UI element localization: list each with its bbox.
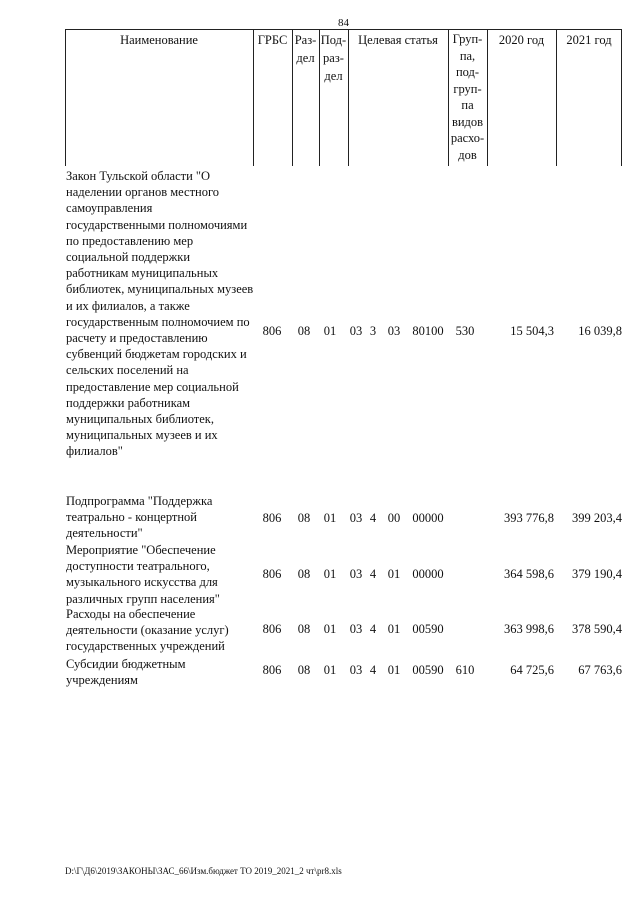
header-podrazdel: Под- раз- дел bbox=[320, 33, 347, 83]
column-divider bbox=[253, 29, 254, 166]
row-podrazdel: 01 bbox=[323, 622, 337, 636]
row-razdel: 08 bbox=[297, 511, 311, 525]
row-target-event: 01 bbox=[387, 567, 401, 581]
header-name: Наименование bbox=[120, 33, 198, 47]
row-target-subprogram: 4 bbox=[369, 663, 377, 677]
row-target-program: 03 bbox=[349, 567, 363, 581]
header-razdel: Раз- дел bbox=[294, 33, 317, 65]
row-target-program: 03 bbox=[349, 622, 363, 636]
header-group: Груп- па, под- груп- па видов расхо- дов bbox=[450, 32, 485, 162]
header-2021: 2021 год bbox=[566, 33, 612, 47]
row-target-direction: 00590 bbox=[412, 663, 444, 677]
row-2021-amount: 399 203,4 bbox=[572, 511, 622, 525]
header-grbs: ГРБС bbox=[257, 33, 288, 47]
row-name: Подпрограмма "Поддержка театрально - концертной деятельности" bbox=[66, 494, 213, 541]
row-2021-amount: 379 190,4 bbox=[572, 567, 622, 581]
row-grbs: 806 bbox=[262, 324, 282, 338]
row-2021-amount: 378 590,4 bbox=[572, 622, 622, 636]
header-target: Целевая статья bbox=[358, 33, 438, 47]
row-podrazdel: 01 bbox=[323, 511, 337, 525]
row-target-event: 00 bbox=[387, 511, 401, 525]
row-podrazdel: 01 bbox=[323, 324, 337, 338]
column-divider bbox=[348, 29, 349, 166]
row-podrazdel: 01 bbox=[323, 567, 337, 581]
row-target-event: 01 bbox=[387, 663, 401, 677]
row-target-direction: 00000 bbox=[412, 567, 444, 581]
row-name: Субсидии бюджетным учреждениям bbox=[66, 657, 186, 688]
row-grbs: 806 bbox=[262, 663, 282, 677]
row-grbs: 806 bbox=[262, 622, 282, 636]
page-number: 84 bbox=[338, 17, 349, 29]
row-2021-amount: 16 039,8 bbox=[578, 324, 622, 338]
column-divider bbox=[487, 29, 488, 166]
header-2020: 2020 год bbox=[498, 33, 545, 47]
row-target-direction: 80100 bbox=[412, 324, 444, 338]
row-target-program: 03 bbox=[349, 511, 363, 525]
row-2020-amount: 393 776,8 bbox=[504, 511, 554, 525]
row-target-program: 03 bbox=[349, 324, 363, 338]
row-target-direction: 00000 bbox=[412, 511, 444, 525]
row-2020-amount: 15 504,3 bbox=[510, 324, 554, 338]
row-2020-amount: 64 725,6 bbox=[510, 663, 554, 677]
table-header bbox=[65, 29, 622, 166]
row-podrazdel: 01 bbox=[323, 663, 337, 677]
column-divider bbox=[556, 29, 557, 166]
row-target-direction: 00590 bbox=[412, 622, 444, 636]
row-target-event: 01 bbox=[387, 622, 401, 636]
file-path-footer: D:\Г\Д6\2019\ЗАКОНЫ\ЗАС_66\Изм.бюджет ТО 2019_2021_2 чт\pr8.xls bbox=[65, 866, 342, 876]
row-target-event: 03 bbox=[387, 324, 401, 338]
row-razdel: 08 bbox=[297, 324, 311, 338]
row-target-subprogram: 4 bbox=[369, 511, 377, 525]
row-razdel: 08 bbox=[297, 622, 311, 636]
row-expense-type: 530 bbox=[455, 324, 475, 338]
row-target-subprogram: 4 bbox=[369, 567, 377, 581]
row-target-subprogram: 3 bbox=[369, 324, 377, 338]
row-grbs: 806 bbox=[262, 511, 282, 525]
row-name: Расходы на обеспечение деятельности (оказание услуг) государственных учреждений bbox=[66, 607, 229, 654]
row-expense-type: 610 bbox=[455, 663, 475, 677]
row-razdel: 08 bbox=[297, 567, 311, 581]
row-target-program: 03 bbox=[349, 663, 363, 677]
row-2021-amount: 67 763,6 bbox=[578, 663, 622, 677]
row-2020-amount: 363 998,6 bbox=[504, 622, 554, 636]
row-grbs: 806 bbox=[262, 567, 282, 581]
row-target-subprogram: 4 bbox=[369, 622, 377, 636]
row-name: Закон Тульской области "О наделении органов местного самоуправления государственными полномочиями по предоставлению мер социальной поддержки работникам муниципальных библиотек, муниципальных музеев и их филиалов, а также государственным полномочием по расчету и предоставлению субвенций бюджетам городских и сельских поселений на предоставление мер социальной поддержки работникам муниципальных библиотек, муниципальных музеев и их филиалов" bbox=[66, 169, 254, 459]
row-razdel: 08 bbox=[297, 663, 311, 677]
row-name: Мероприятие "Обеспечение доступности театрального, музыкального искусства для различных групп населения" bbox=[66, 543, 220, 606]
row-2020-amount: 364 598,6 bbox=[504, 567, 554, 581]
